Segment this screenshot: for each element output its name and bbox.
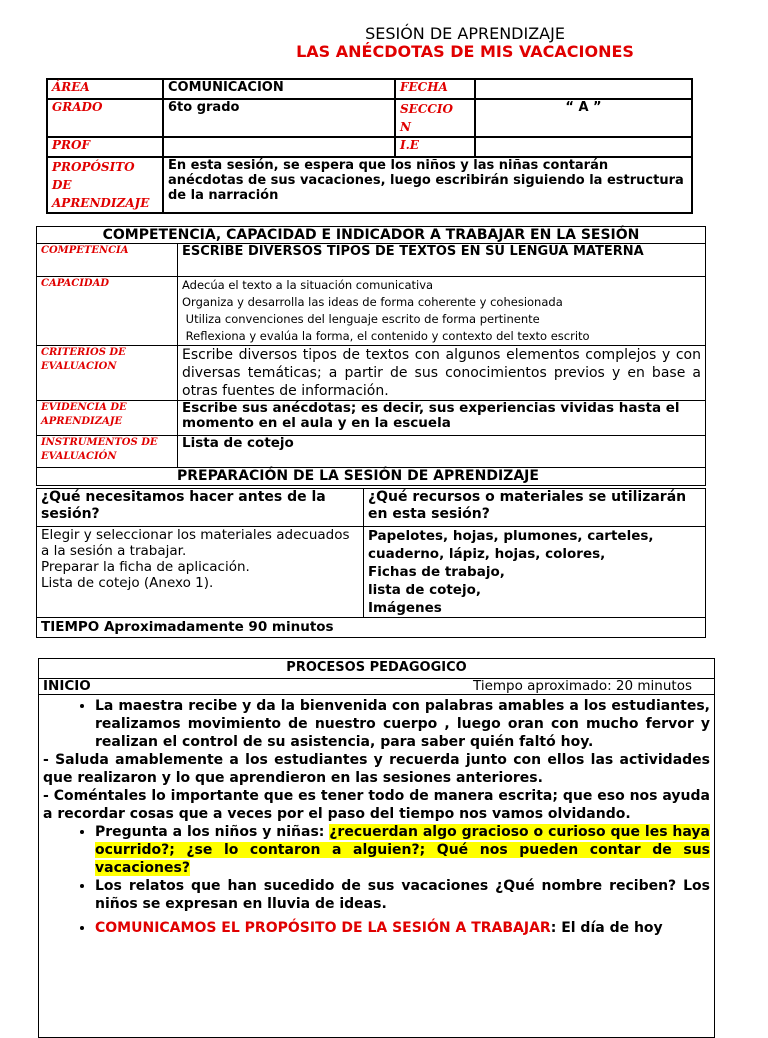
inicio-time: Tiempo aproximado: 20 minutos xyxy=(180,679,715,695)
inicio-content xyxy=(39,695,715,1038)
inicio-paragraph: - Coméntales lo importante que es tener todo de manera escrita; que eso nos ayuda a recordar cosas que a veces por el paso del tiempo nos vamos olvidando. xyxy=(43,788,710,822)
area-label: ÁREA xyxy=(47,79,163,99)
inicio-bullet-proposito: • COMUNICAMOS EL PROPÓSITO DE LA SESIÓN A TRABAJAR: El día de hoy xyxy=(95,919,710,937)
competencia-value: ESCRIBE DIVERSOS TIPOS DE TEXTOS EN SU LENGUA MATERNA xyxy=(178,244,706,277)
area-value: COMUNICACIÓN xyxy=(163,79,395,99)
ie-label: I.E xyxy=(395,137,475,157)
materials-item: Imágenes xyxy=(368,600,442,616)
inicio-paragraph: - Saluda amablemente a los estudiantes y recuerda junto con ellos las actividades que realizaron y lo que aprendieron en las sesiones anteriores. xyxy=(43,752,710,786)
before-session-item: Lista de cotejo (Anexo 1). xyxy=(41,575,214,591)
competencia-label: COMPETENCIA xyxy=(37,244,178,277)
materials-item: lista de cotejo, xyxy=(368,582,481,598)
capacidad-item: Reflexiona y evalúa la forma, el contenido y contexto del texto escrito xyxy=(182,329,590,343)
info-table xyxy=(46,78,693,214)
preparacion-header: PREPARACIÓN DE LA SESIÓN DE APRENDIZAJE xyxy=(37,468,706,486)
prof-label: PROF xyxy=(47,137,163,157)
question-materials: ¿Qué recursos o materiales se utilizarán en esta sesión? xyxy=(364,489,706,527)
capacidad-item: Utiliza convenciones del lenguaje escrito de forma pertinente xyxy=(182,312,540,326)
tiempo-total: TIEMPO Aproximadamente 90 minutos xyxy=(37,618,706,638)
inicio-bullets-1 xyxy=(43,697,710,751)
competencia-header: COMPETENCIA, CAPACIDAD E INDICADOR A TRABAJAR EN LA SESIÓN xyxy=(37,227,706,244)
preparacion-table xyxy=(36,488,706,638)
seccion-label: SECCIO N xyxy=(395,99,475,137)
proposito-label: PROPÓSITO DE APRENDIZAJE xyxy=(47,157,163,213)
criterios-value: Escribe diversos tipos de textos con algunos elementos complejos y con diversas temáticas; a partir de sus conocimientos previos y en base a otras fuentes de información. xyxy=(178,346,706,401)
before-session-list xyxy=(37,527,364,618)
instrumentos-label: INSTRUMENTOS DE EVALUACIÓN xyxy=(37,436,178,468)
inicio-bullet: • Los relatos que han sucedido de sus vacaciones ¿Qué nombre reciben? Los niños se expresan en lluvia de ideas. xyxy=(95,877,710,913)
materials-item: Fichas de trabajo, xyxy=(368,564,505,580)
lesson-subtitle: LAS ANÉCDOTAS DE MIS VACACIONES xyxy=(296,42,634,61)
materials-list xyxy=(364,527,706,618)
capacidad-item: Adecúa el texto a la situación comunicativa xyxy=(182,278,434,292)
materials-item: Papelotes, hojas, plumones, carteles, cuaderno, lápiz, hojas, colores, xyxy=(368,528,654,562)
inicio-bullet: • La maestra recibe y da la bienvenida con palabras amables a los estudiantes, realizamos movimiento de nuestro cuerpo , luego oran con mucho fervor y realizan el control de su asistencia, para saber quién faltó hoy. xyxy=(95,697,710,751)
fecha-label: FECHA xyxy=(395,79,475,99)
capacidad-item: Organiza y desarrolla las ideas de forma coherente y cohesionada xyxy=(182,295,563,309)
seccion-value: “ A ” xyxy=(475,99,692,137)
capacidad-label: CAPACIDAD xyxy=(37,277,178,346)
ie-value xyxy=(475,137,692,157)
competencia-table xyxy=(36,226,706,486)
grado-label: GRADO xyxy=(47,99,163,137)
page-title: SESIÓN DE APRENDIZAJE xyxy=(365,24,565,43)
evidencia-label: EVIDENCIA DE APRENDIZAJE xyxy=(37,401,178,436)
before-session-item: Preparar la ficha de aplicación. xyxy=(41,559,250,575)
instrumentos-value: Lista de cotejo xyxy=(178,436,706,468)
question-before-session: ¿Qué necesitamos hacer antes de la sesión? xyxy=(37,489,364,527)
proposito-emphasis: COMUNICAMOS EL PROPÓSITO DE LA SESIÓN A TRABAJAR xyxy=(95,920,551,936)
grado-value: 6to grado xyxy=(163,99,395,137)
proposito-value: En esta sesión, se espera que los niños y las niñas contarán anécdotas de sus vacaciones, luego escribirán siguiendo la estructura de la narración xyxy=(163,157,692,213)
highlighted-questions: ¿recuerdan algo gracioso o curioso que les haya ocurrido?; ¿se lo contaron a alguien?; Qué nos pueden contar de sus vacaciones? xyxy=(95,824,710,876)
inicio-bullet-question: • Pregunta a los niños y niñas: ¿recuerdan algo gracioso o curioso que les haya ocurrido?; ¿se lo contaron a alguien?; Qué nos pueden contar de sus vacaciones? xyxy=(95,823,710,877)
inicio-bullets-2 xyxy=(43,823,710,937)
fecha-value xyxy=(475,79,692,99)
evidencia-value: Escribe sus anécdotas; es decir, sus experiencias vividas hasta el momento en el aula y en la escuela xyxy=(178,401,706,436)
procesos-table xyxy=(38,658,715,1038)
capacidad-list xyxy=(178,277,706,346)
inicio-label: INICIO xyxy=(39,679,180,695)
prof-value xyxy=(163,137,395,157)
criterios-label: CRITERIOS DE EVALUACION xyxy=(37,346,178,401)
procesos-header: PROCESOS PEDAGOGICO xyxy=(39,659,715,679)
before-session-item: Elegir y seleccionar los materiales adecuados a la sesión a trabajar. xyxy=(41,527,350,559)
